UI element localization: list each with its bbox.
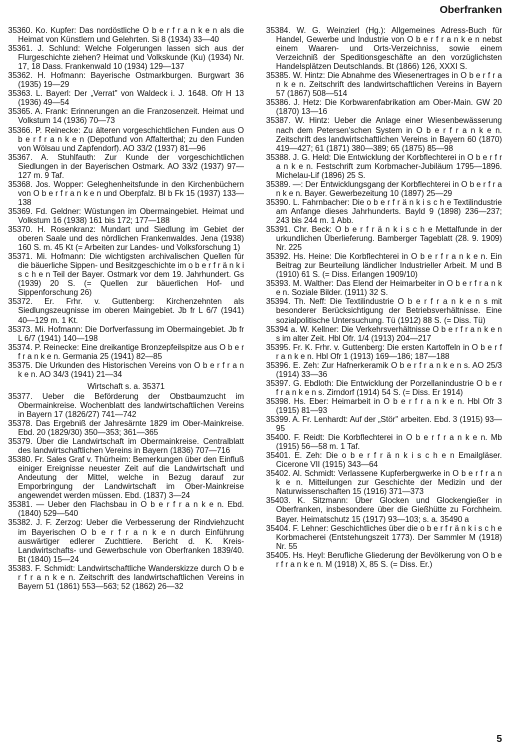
bibliography-entry: 35377. Ueber die Beförderung der Obstbaumzucht im Obermainkreise. Wochenblatt des landwirtschaftlichen Vereins in Bayern 17 (1826/27) 741—742 — [8, 391, 244, 419]
bibliography-entry: 35374. P. Reinecke: Eine dreikantige Bronzepfeilspitze aus O b e r f r a n k e n. Germania 25 (1941) 82—85 — [8, 342, 244, 361]
bibliography-entry: 35373. Mi. Hofmann: Die Dorfverfassung im Obermaingebiet. Jb fr L 6/7 (1941) 140—198 — [8, 324, 244, 343]
bibliography-entry: 35361. J. Schlund: Welche Folgerungen lassen sich aus der Flurgeschichte ziehen? Heimat und Volkskunde (Ku) (1934) Nr. 17, 18 Dass. Frankenwald 10 (1934) 129—137 — [8, 44, 244, 72]
bibliography-entry: 35394 a. W. Kellner: Die Verkehrsverhältnisse O b e r f r a n k e n s im alter Zeit. Hbl Ofr. 1/4 (1913) 204—217 — [266, 324, 502, 343]
bibliography-entry: 35385. W. Hintz: Die Abnahme des Wiesenertrages in O b e r f r a n k e n. Zeitschrift des landwirtschaftlichen Vereins in Bayern 57 (1867) 508—514 — [266, 71, 502, 99]
bibliography-entry: 35400. F. Reidt: Die Korbflechterei in O b e r f r a n k e n. Mb (1915) 56—58 m. 1 Taf. — [266, 433, 502, 452]
page-number: 5 — [496, 734, 502, 745]
bibliography-entry: 35386. J. Hetz: Die Korbwarenfabrikation am Ober-Main. GW 20 (1870) 13—16 — [266, 98, 502, 117]
bibliography-entry: 35367. A. Stuhlfauth: Zur Kunde der vorgeschichtlichen Siedlungen in der Bayerischen Ostmark. AO 33/2 (1937) 97—127 m. 9 Taf. — [8, 152, 244, 180]
bibliography-entry: 35362. H. Hofmann: Bayerische Ostmarkburgen. Burgwart 36 (1935) 19—29 — [8, 71, 244, 90]
bibliography-entry: 35387. W. Hintz: Ueber die Anlage einer Wiesenbewässerung nach dem Petersen'schen System in O b e r f r a n k e n. Zeitschrift des landwirtschaftlichen Vereins in Bayern 60 (1870) 419—427; 61 (1871) 380—389; 65 (1875) 85—98 — [266, 116, 502, 153]
bibliography-entry: 35396. E. Zeh: Zur Hafnerkeramik O b e r f r a n k e n s. AO 25/3 (1914) 33—36 — [266, 360, 502, 379]
bibliography-entry: 35401. E. Zeh: Die o b e r f r ä n k i s c h e n Emailgläser. Cicerone VII (1915) 343—64 — [266, 451, 502, 470]
bibliography-entry: 35394. Th. Neff: Die Textilindustrie O b e r f r a n k e n s mit besonderer Berücksichtigung der Betriebsverhältnisse. Eine sozialpolitische Untersuchung. Tü (1912) 88 S. (= Diss. Tü) — [266, 297, 502, 325]
bibliography-entry: 35398. Hs. Eber: Heimarbeit in O b e r f r a n k e n. Hbl Ofr 3 (1915) 81—93 — [266, 396, 502, 415]
bibliography-entry: 35405. Hs. Heyl: Berufliche Gliederung der Bevölkerung von O b e r f r a n k e n. M (1918) X, 85 S. (= Diss. Er.) — [266, 550, 502, 569]
bibliography-entry: 35402. Al. Schmidt: Verlassene Kupferbergwerke in O b e r f r a n k e n. Mitteilungen zur Geschichte der Medizin und der Naturwissenschaften 15 (1916) 371—373 — [266, 469, 502, 497]
left-column — [8, 26, 244, 591]
bibliography-entry: 35365. A. Frank: Erinnerungen an die Franzosenzeit. Heimat und Volkstum 14 (1936) 70—73 — [8, 107, 244, 126]
bibliography-entry: 35371. Mi. Hofmann: Die wichtigsten archivalischen Quellen für die bäuerliche Sippen- und Besitzgeschichte im o b e r f r ä n k i s c h e n Teil der Bayer. Ostmark vor dem 19. Jahrhundert. Gs (1939) 20 S. (= Quellen zur bäuerlichen Hof- und Sippenforschung 26) — [8, 252, 244, 298]
bibliography-entry: 35372. Er. Frhr. v. Guttenberg: Kirchenzehnten als Siedlungszeugnisse im oberen Maingebiet. Jb fr L 6/7 (1941) 40—129 m. 1 Kt. — [8, 297, 244, 325]
bibliography-entry: 35384. W. G. Weinzierl (Hg.): Allgemeines Adress-Buch für Handel, Gewerbe und Industrie von O b e r f r a n k e n nebst einem Waaren- und Orts-Verzeichniss, sowie einem Verzeichniß der Speditionsgeschäfte an den vorzüglichsten Handelsplätzen Deutschlands. Bt (1866) 126, XXXI S. — [266, 26, 502, 72]
bibliography-entry: 35399. A. Fr. Lenhardt: Auf der „Stör" arbeiten. Ebd. 3 (1915) 93—95 — [266, 415, 502, 434]
bibliography-entry: 35363. L. Bayerl: Der „Verrat" von Waldeck i. J. 1648. Ofr H 13 (1936) 49—54 — [8, 89, 244, 108]
bibliography-entry: 35369. Fd. Geldner: Wüstungen im Obermaingebiet. Heimat und Volkstum 16 (1938) 161 bis 172; 177—188 — [8, 206, 244, 225]
page-header-title: Oberfranken — [439, 4, 502, 16]
bibliography-entry: 35379. Über die Landwirtschaft im Obermainkreise. Centralblatt des landwirtschaftlichen Vereins in Bayern (1836) 707—716 — [8, 437, 244, 456]
bibliography-entry: 35393. M. Walther: Das Elend der Heimarbeiter in O b e r f r a n k e n. Soziale Bilder. (1911) 32 S. — [266, 279, 502, 298]
bibliography-entry: 35390. L. Fahrnbacher: Die o b e r f r ä n k i s c h e Textilindustrie am Anfange dieses Jahrhunderts. Bayld 9 (1898) 236—237; 243 bis 244 m. 1 Abb. — [266, 197, 502, 225]
bibliography-entry: 35392. Hs. Heine: Die Korbflechterei in O b e r f r a n k e n. Ein Beitrag zur Beurteilung ländlicher Industrieller Arbeit. M und B (1910) 61 S. (= Diss. Erlangen 1909/10) — [266, 252, 502, 280]
bibliography-entry: 35404. F. Lehner: Geschichtliches über die o b e r f r ä n k i s c h e Korbmacherei (Entstehungszeit 1773). Der Sammler M (1918) Nr. 55 — [266, 523, 502, 551]
bibliography-entry: 35403. K. Sitzmann: Über Glocken und Glockengießer in Oberfranken, insbesondere über die Gießhütte zu Forchheim. Bayer. Heimatschutz 15 (1917) 93—103; s. a. 35490 a — [266, 496, 502, 524]
bibliography-entry: 35388. J. G. Held: Die Entwicklung der Korbflechterei in O b e r f r a n k e n. Festschrift zum Korbmacher-Jubiläum 1795—1896. Michelau-Lif (1896) 25 S. — [266, 152, 502, 180]
bibliography-entry: 35395. Fr. K. Frhr. v. Guttenberg: Die ersten Kartoffeln in O b e r f r a n k e n. Hbl Ofr 1 (1913) 169—186; 187—188 — [266, 342, 502, 361]
bibliography-entry: 35389. —: Der Entwicklungsgang der Korbflechterei in O b e r f r a n k e n. Bayer. Gewerbezeitung 10 (1897) 25—29 — [266, 179, 502, 198]
bibliography-entry: 35360. Ko. Kupfer: Das nordöstliche O b e r f r a n k e n als die Heimat von Künstlern und Gelehrten. Si 8 (1934) 33—40 — [8, 26, 244, 45]
bibliography-entry: 35391. Chr. Beck: O b e r f r ä n k i s c h e Mettalfunde in der urkundlichen Überlieferung. Bamberger Tageblatt (28. 9. 1909) Nr. 225 — [266, 225, 502, 253]
bibliography-entry: 35368. Jos. Wopper: Geleghenheitsfunde in den Kirchenbüchern von O b e r f r a n k e n und Oberpfalz. Bl b Fk 15 (1937) 133—138 — [8, 179, 244, 207]
bibliography-entry: 35381. — Ueber den Flachsbau in O b e r f r a n k e n. Ebd. (1840) 529—540 — [8, 500, 244, 519]
bibliography-entry: 35370. H. Rosenkranz: Mundart und Siedlung im Gebiet der oberen Saale und des nördlichen Frankenwaldes. Jena (1938) 160 S. m. 45 Kt (= Arbeiten zur Landes- und Volksforschung 1) — [8, 225, 244, 253]
right-column — [266, 26, 502, 569]
bibliography-entry: 35397. G. Ebdloth: Die Entwicklung der Porzellanindustrie O b e r f r a n k e n s. Zirndorf (1914) 54 S. (= Diss. Er 1914) — [266, 378, 502, 397]
bibliography-entry: 35380. Fr. Sales Graf v. Thürheim: Bemerkungen über den Einfluß einiger Ereignisse neuester Zeit auf die Landwirtschaft und Andeutung der Mittel, welche in Bezug darauf zur Emporbringung der Landwirtschaft im Ober-Mainkreise angewendet werden müssen. Ebd. (1837) 3—24 — [8, 455, 244, 501]
bibliography-entry: 35378. Das Ergebniß der Jahresärnte 1829 im Ober-Mainkreise. Ebd. 20 (1829/30) 350—353; 361—365 — [8, 418, 244, 438]
bibliography-entry: 35383. F. Schmidt: Landwirtschaftliche Wanderskizze durch O b e r f r a n k e n. Zeitschrift des landwirtschaftlichen Vereins in Bayern 51 (1861) 553—563; 52 (1862) 26—32 — [8, 563, 244, 591]
bibliography-entry: 35375. Die Urkunden des Historischen Vereins von O b e r f r a n k e n. AO 34/3 (1941) 21—34 — [8, 360, 244, 379]
section-heading: Wirtschaft s. a. 35371 — [87, 381, 165, 391]
bibliography-entry: 35382. J. F. Zerzog: Ueber die Verbesserung der Rindviehzucht im Bayerischen O b e r f r a n k e n durch Einführung auswärtiger edlerer Zuchttiere. Bericht d. K. Kreis-Landwirtschafts- und Gewerbschule von Oberfranken 1839/40. Bt (1840) 15—24 — [8, 518, 244, 564]
bibliography-entry: 35366. P. Reinecke: Zu älteren vorgeschichtlichen Funden aus O b e r f r a n k e n (Depotfund von Affalterthal; zu den Funden von Wölsau und Zapfendorf). AO 33/2 (1937) 81—96 — [8, 125, 244, 153]
